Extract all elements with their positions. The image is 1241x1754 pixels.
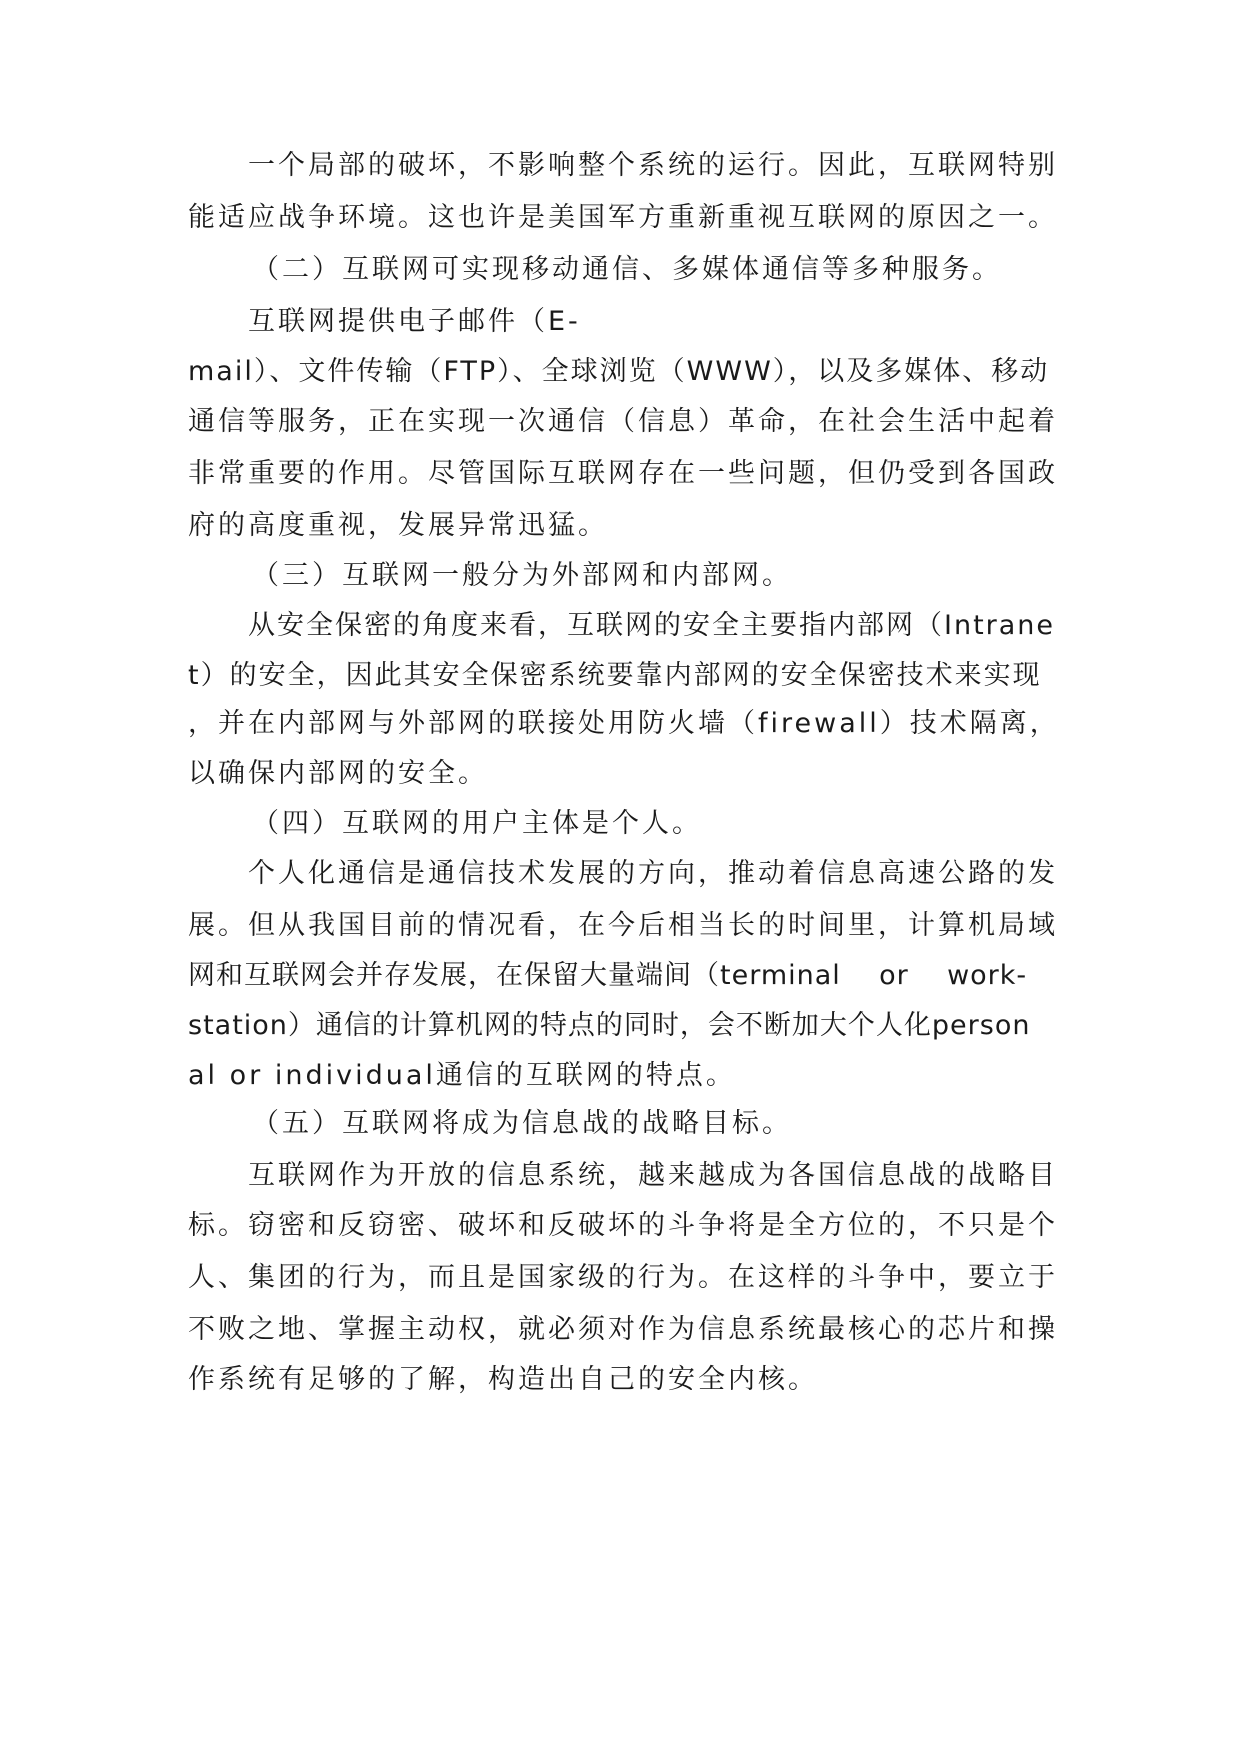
section-heading: （五）互联网将成为信息战的战略目标。 [252,1108,792,1139]
paragraph-line: 能适应战争环境。这也许是美国军方重新重视互联网的原因之一。 [188,202,1058,233]
paragraph-line: 展。但从我国目前的情况看，在今后相当长的时间里，计算机局域 [188,910,1058,941]
paragraph-line: al or individual通信的互联网的特点。 [188,1060,736,1091]
paragraph-line: 互联网作为开放的信息系统，越来越成为各国信息战的战略目 [248,1160,1058,1191]
paragraph-line: 人、集团的行为，而且是国家级的行为。在这样的斗争中，要立于 [188,1262,1058,1293]
paragraph-line: ，并在内部网与外部网的联接处用防火墙（firewall）技术隔离， [188,708,1060,739]
paragraph-line: 从安全保密的角度来看，互联网的安全主要指内部网（Intrane [248,610,1056,641]
section-heading: （二）互联网可实现移动通信、多媒体通信等多种服务。 [252,254,1002,285]
section-heading: （三）互联网一般分为外部网和内部网。 [252,560,792,591]
paragraph-line: station）通信的计算机网的特点的同时，会不断加大个人化person [188,1010,1031,1041]
paragraph-line: 网和互联网会并存发展，在保留大量端间（terminal or work- [188,960,1028,991]
paragraph-line: 标。窃密和反窃密、破坏和反破坏的斗争将是全方位的，不只是个 [188,1210,1058,1241]
paragraph-line: 通信等服务，正在实现一次通信（信息）革命，在社会生活中起着 [188,406,1058,437]
paragraph-line: 非常重要的作用。尽管国际互联网存在一些问题，但仍受到各国政 [188,458,1058,489]
paragraph-line: 一个局部的破坏，不影响整个系统的运行。因此，互联网特别 [248,150,1058,181]
section-heading: （四）互联网的用户主体是个人。 [252,808,702,839]
paragraph-line: 互联网提供电子邮件（E- [248,306,581,337]
paragraph-line: t）的安全，因此其安全保密系统要靠内部网的安全保密技术来实现 [188,660,1042,691]
paragraph-line: 以确保内部网的安全。 [188,758,488,789]
paragraph-line: 不败之地、掌握主动权，就必须对作为信息系统最核心的芯片和操 [188,1314,1058,1345]
paragraph-line: 府的高度重视，发展异常迅猛。 [188,510,608,541]
paragraph-line: 个人化通信是通信技术发展的方向，推动着信息高速公路的发 [248,858,1058,889]
paragraph-line: 作系统有足够的了解，构造出自己的安全内核。 [188,1364,818,1395]
paragraph-line: mail）、文件传输（FTP）、全球浏览（WWW），以及多媒体、移动 [188,356,1050,387]
